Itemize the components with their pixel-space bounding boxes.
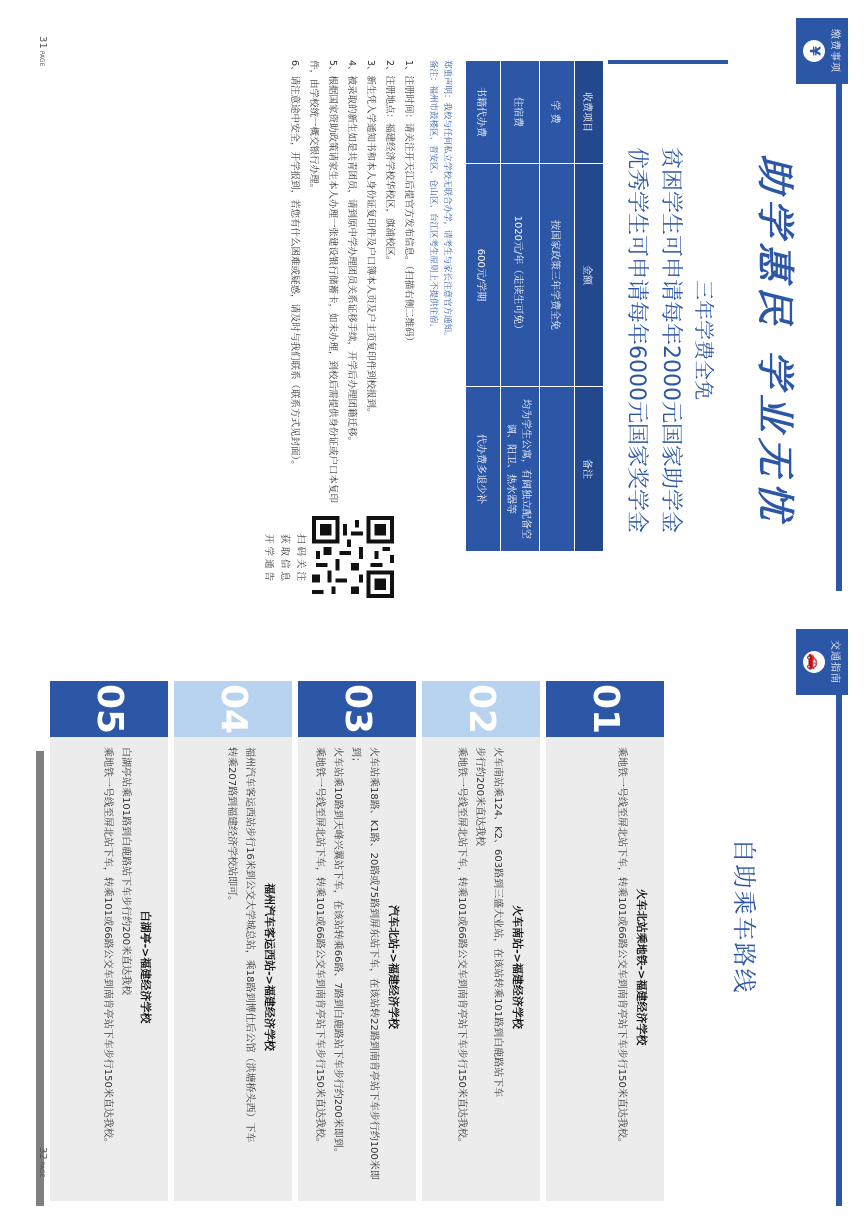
route-heading: 白湖亭->福建经济学校 <box>139 910 152 1024</box>
headline-scholarship: 优秀学生可申请每年6000元国家奖学金 <box>624 147 649 533</box>
qr-caption <box>260 520 308 598</box>
headline-grant: 贫困学生可申请每年2000元国家助学金 <box>658 147 683 533</box>
route-card-01 <box>546 681 664 1201</box>
fee-table-header <box>575 61 604 552</box>
list-item: 6、请注意途中安全，开学报到，若您有什么困难或疑惑，请及时与我们联系（联系方式见封面）。 <box>289 60 300 470</box>
list-item: 4、被录取的新生如是共青团员，请到原中学办理团员关系证移手续，开学后办理团籍迁移。 <box>346 60 357 447</box>
route-line: 火车站乘10路到天峰兴翼站下车，在该站转乘66路、7路到白鹿路站下车步行约200米即到。 <box>332 747 343 1158</box>
fee-cell: 住宿费 <box>501 61 540 164</box>
fee-cell: 按国家政策三年学费全免 <box>540 164 575 387</box>
route-body <box>452 747 526 1187</box>
route-line: 火车站乘18路、K1路、20路或75路到屏东站下车，在该站转22路到南肯亭站下车步行约100米即到； <box>350 747 379 1180</box>
page-number-value: 31 <box>37 36 48 49</box>
route-number: 04 <box>174 681 292 737</box>
route-body <box>222 747 278 1187</box>
fee-col-notes: 备注 <box>575 387 604 552</box>
fee-cell: 600元/学期 <box>466 164 501 387</box>
list-item: 2、注册地点：福建经济学校华校区，旗浦校区。 <box>384 60 395 266</box>
transport-section-tab <box>796 629 848 695</box>
list-item: 5、根据国家资助政策请家生本人办理一张建设银行储蓄卡，如未办理，到校后需提供身份证或户口本复印件，由学校统一概交银行办理。 <box>308 60 338 504</box>
route-line: 步行约200米直达我校 <box>474 747 485 847</box>
route-card-05 <box>50 681 168 1201</box>
route-heading: 火车南站->福建经济学校 <box>511 905 524 1029</box>
route-line: 转乘207路到福建经济学校站即可。 <box>226 747 237 907</box>
fee-note-remark: 备注：福州市鼓楼区、晋安区、仓山区、台江区考生原则上不提供住宿。 <box>428 60 438 333</box>
list-item: 3、新生凭入学通知书和本人身份证复印件及户口簿本人页及户主页复印件到校报到。 <box>365 60 376 418</box>
route-line: 福州汽车客运西站步行16米到公交大学城总站，乘18路到博仕后公馆（洪塘桥头西）下车 <box>244 747 255 1143</box>
qr-caption-line: 扫码关注 <box>295 533 306 584</box>
page-number-right <box>37 1147 48 1177</box>
transport-section-label: 交通指南 <box>829 640 840 684</box>
route-body <box>612 747 650 1187</box>
list-item: 1、注册时间：请关注开天江后提官方发布信息。（扫描右侧二维码） <box>403 60 414 347</box>
fee-col-amount: 金额 <box>575 164 604 387</box>
slogan-calligraphy: 助学惠民 学业无忧 <box>753 154 798 526</box>
page-number-left <box>37 36 48 66</box>
headline-accent-bar <box>608 60 728 64</box>
route-body <box>310 747 402 1187</box>
route-number: 05 <box>50 681 168 737</box>
fee-note-declaration: 郑重声明：我校与任何私立学校无联合办学，请考生与家长注意官方通知。 <box>442 60 452 341</box>
headline-tuition-free: 三年学费全免 <box>692 280 716 400</box>
fee-cell: 代办费多退少补 <box>466 387 501 552</box>
route-line: 白湖亭站乘101路到白鹿路站下车步行约200米直达我校 <box>120 747 131 996</box>
qr-caption-line: 开学通告 <box>263 533 274 584</box>
fee-cell: 学 费 <box>540 61 575 164</box>
car-icon: 🚗 <box>803 651 825 673</box>
qr-caption-line: 获取信息 <box>279 533 290 584</box>
route-line: 乘地铁一号线至屏北站下车，转乘101或66路公交车到南肯亭站下车步行150米直达我校。 <box>456 747 467 1148</box>
fee-cell <box>540 387 575 552</box>
bottom-accent-bar <box>36 751 44 1206</box>
fee-col-item: 收费项目 <box>575 61 604 164</box>
route-card-04 <box>174 681 292 1201</box>
route-number: 03 <box>298 681 416 737</box>
route-heading: 汽车北站->福建经济学校 <box>387 905 400 1029</box>
route-line: 火车南站乘124、K2、603路到三盛大业站，在该站转乘101路到白鹿路站下车 <box>492 747 503 1098</box>
table-row <box>540 61 575 552</box>
fees-top-rule <box>836 84 842 591</box>
enrollment-notes-list <box>285 60 418 520</box>
route-heading: 火车北站乘地铁->福建经济学校 <box>635 888 648 1046</box>
route-number: 01 <box>546 681 664 737</box>
route-card-02 <box>422 681 540 1201</box>
transport-top-rule <box>836 695 842 1206</box>
route-line: 乘地铁一号线至屏北站下车，转乘101或66路公交车到南肯亭站下车步行150米直达我校。 <box>314 747 325 1148</box>
route-heading: 福州汽车客运西站->福建经济学校 <box>263 883 276 1051</box>
fees-section-label: 缴费事项 <box>829 29 840 73</box>
route-card-03 <box>298 681 416 1201</box>
route-line: 乘地铁一号线至屏北站下车，转乘101或66路公交车到南肯亭站下车步行150米直达我校。 <box>102 747 113 1148</box>
fees-section-tab <box>796 18 848 84</box>
money-bag-icon: ¥ <box>803 40 825 62</box>
fee-cell: 均为学生公寓，有阔独立配备空调、阳卫、热水器等 <box>501 387 540 552</box>
page-number-value: 32 <box>37 1147 48 1160</box>
route-number: 02 <box>422 681 540 737</box>
fee-table <box>465 60 604 552</box>
page-word: PAGE <box>38 50 45 67</box>
transport-page <box>0 611 864 1222</box>
table-row <box>501 61 540 552</box>
table-row <box>466 61 501 552</box>
route-guide-title: 自助乘车路线 <box>730 838 758 995</box>
route-line: 乘地铁一号线至屏北站下车，转乘101或66路公交车到南肯亭站下车步行150米直达我校。 <box>616 747 627 1148</box>
route-body <box>98 747 154 1187</box>
fee-cell: 书籍代办费 <box>466 61 501 164</box>
page-word: PAGE <box>38 1161 45 1178</box>
fee-cell: 1020元/年（走读生可免） <box>501 164 540 387</box>
qr-code-icon[interactable] <box>312 516 394 598</box>
